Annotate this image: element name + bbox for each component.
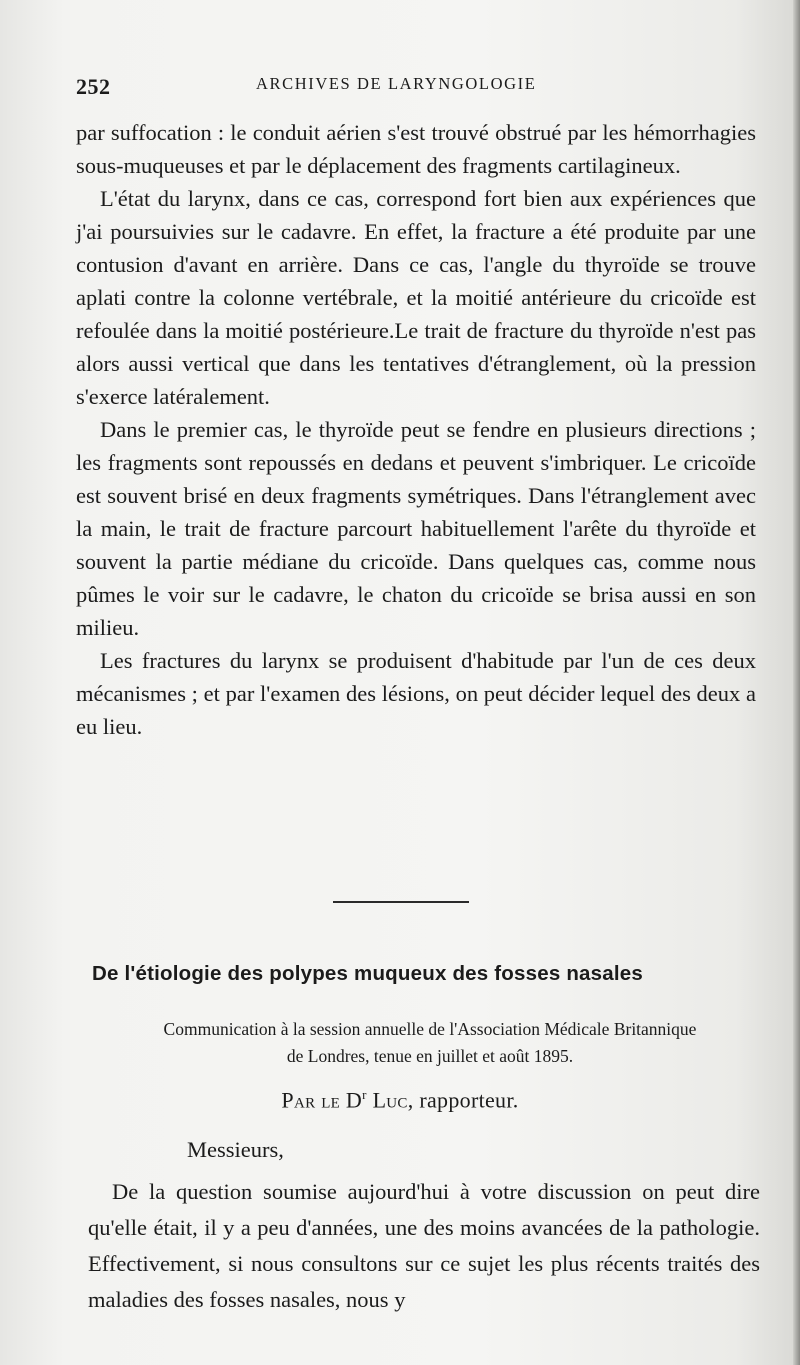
article-subtitle [90,1016,770,1070]
paragraph: L'état du larynx, dans ce cas, correspond fort bien aux expériences que j'ai poursuivies sur le cadavre. En effet, la fracture a été produite par une contusion d'avant en arrière. Dans ce cas, l'angle du thyroïde se trouve aplati contre la colonne vertébrale, et la moitié antérieure du cricoïde est refoulée dans la moitié postérieure.Le trait de fracture du thyroïde n'est pas alors aussi vertical que dans les tentatives d'étranglement, où la pression s'exerce latéralement. [76,186,756,409]
subtitle-line: de Londres, tenue en juillet et août 1895. [286,1046,574,1066]
article-title: De l'étiologie des polypes muqueux des fosses nasales [92,962,643,985]
author-role: , rapporteur. [407,1087,519,1113]
opening-paragraph [88,1174,760,1318]
author-prefix: Par le D [281,1087,363,1113]
running-head: ARCHIVES DE LARYNGOLOGIE [256,74,537,93]
body-text [76,116,756,743]
paragraph: Les fractures du larynx se produisent d'habitude par l'un de ces deux mécanismes ; et par l'examen des lésions, on peut décider lequel des deux a eu lieu. [76,648,756,739]
paragraph: Dans le premier cas, le thyroïde peut se fendre en plusieurs directions ; les fragments sont repoussés en dedans et peuvent s'imbriquer. Le cricoïde est souvent brisé en deux fragments symétriques. Dans l'étranglement avec la main, le trait de fracture parcourt habituellement l'arête du thyroïde et souvent la partie médiane du cricoïde. Dans quelques cas, comme nous pûmes le voir sur le cadavre, le chaton du cricoïde se brisa aussi en son milieu. [76,417,756,640]
page-number: 252 [76,74,111,99]
paragraph: par suffocation : le conduit aérien s'est trouvé obstrué par les hémorrhagies sous-muqueuses et par le déplacement des fragments cartilagineux. [76,120,756,178]
subtitle-line: Communication à la session annuelle de l'Association Médicale Britannique [163,1019,697,1039]
author-name: Luc [372,1087,408,1113]
page-header [76,72,736,102]
section-divider [333,901,469,903]
author-line [0,1087,800,1113]
paragraph: De la question soumise aujourd'hui à votre discussion on peut dire qu'elle était, il y a peu d'années, une des moins avancées de la pathologie. Effectivement, si nous consultons sur ce sujet les plus récents traités des maladies des fosses nasales, nous y [88,1179,760,1312]
author-superscript: r [362,1087,367,1102]
page-edge-shadow [793,0,800,1365]
greeting: Messieurs, [187,1137,284,1162]
